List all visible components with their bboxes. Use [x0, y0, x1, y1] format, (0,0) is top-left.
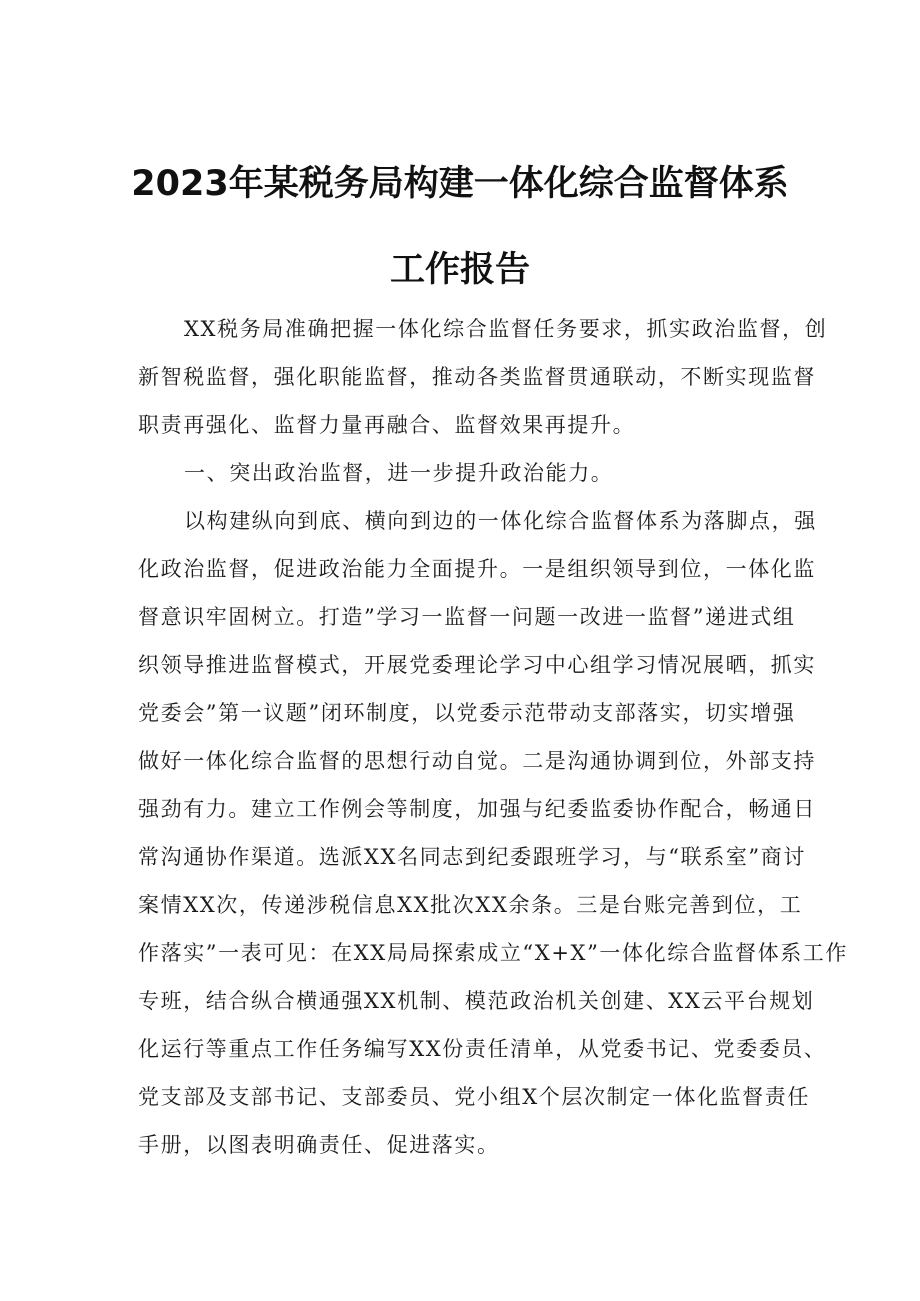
paragraph-line: 职责再强化、监督力量再融合、监督效果再提升。 [138, 413, 636, 437]
document-title-line-2: 工作报告 [389, 250, 530, 290]
paragraph-line: 织领导推进监督模式，开展党委理论学习中心组学习情况展晒，抓实 [138, 653, 816, 677]
paragraph-line: 化运行等重点工作任务编写XX份责任清单，从党委书记、党委委员、 [138, 1037, 827, 1061]
paragraph-line: 党委会”第一议题”闭环制度，以党委示范带动支部落实，切实增强 [138, 701, 796, 725]
paragraph-line: 专班，结合纵合横通强XX机制、模范政治机关创建、XX云平台规划 [138, 989, 815, 1013]
paragraph-line: 以构建纵向到底、横向到边的一体化综合监督体系为落脚点，强 [184, 509, 817, 533]
document-title-line-1: 2023年某税务局构建一体化综合监督体系 [131, 164, 789, 204]
paragraph-line: XX税务局准确把握一体化综合监督任务要求，抓实政治监督，创 [184, 317, 828, 341]
paragraph-line: 常沟通协作渠道。选派XX名同志到纪委跟班学习，与“联系室”商讨 [138, 845, 806, 869]
paragraph-line: 党支部及支部书记、支部委员、党小组X个层次制定一体化监督责任 [138, 1085, 810, 1109]
section-heading: 一、突出政治监督，进一步提升政治能力。 [184, 461, 614, 485]
paragraph-line: 案情XX次，传递涉税信息XX批次XX余条。三是台账完善到位，工 [138, 893, 803, 917]
paragraph-line: 新智税监督，强化职能监督，推动各类监督贯通联动，不断实现监督 [138, 365, 816, 389]
paragraph-line: 作落实”一表可见：在XX局局探索成立“X+X”一体化综合监督体系工作 [138, 941, 849, 965]
paragraph-line: 强劲有力。建立工作例会等制度，加强与纪委监委协作配合，畅通日 [138, 797, 816, 821]
paragraph-line: 手册，以图表明确责任、促进落实。 [138, 1133, 500, 1157]
paragraph-line: 督意识牢固树立。打造”学习一监督一问题一改进一监督”递进式组 [138, 605, 796, 629]
paragraph-line: 化政治监督，促进政治能力全面提升。一是组织领导到位，一体化监 [138, 557, 816, 581]
paragraph-line: 做好一体化综合监督的思想行动自觉。二是沟通协调到位，外部支持 [138, 749, 816, 773]
